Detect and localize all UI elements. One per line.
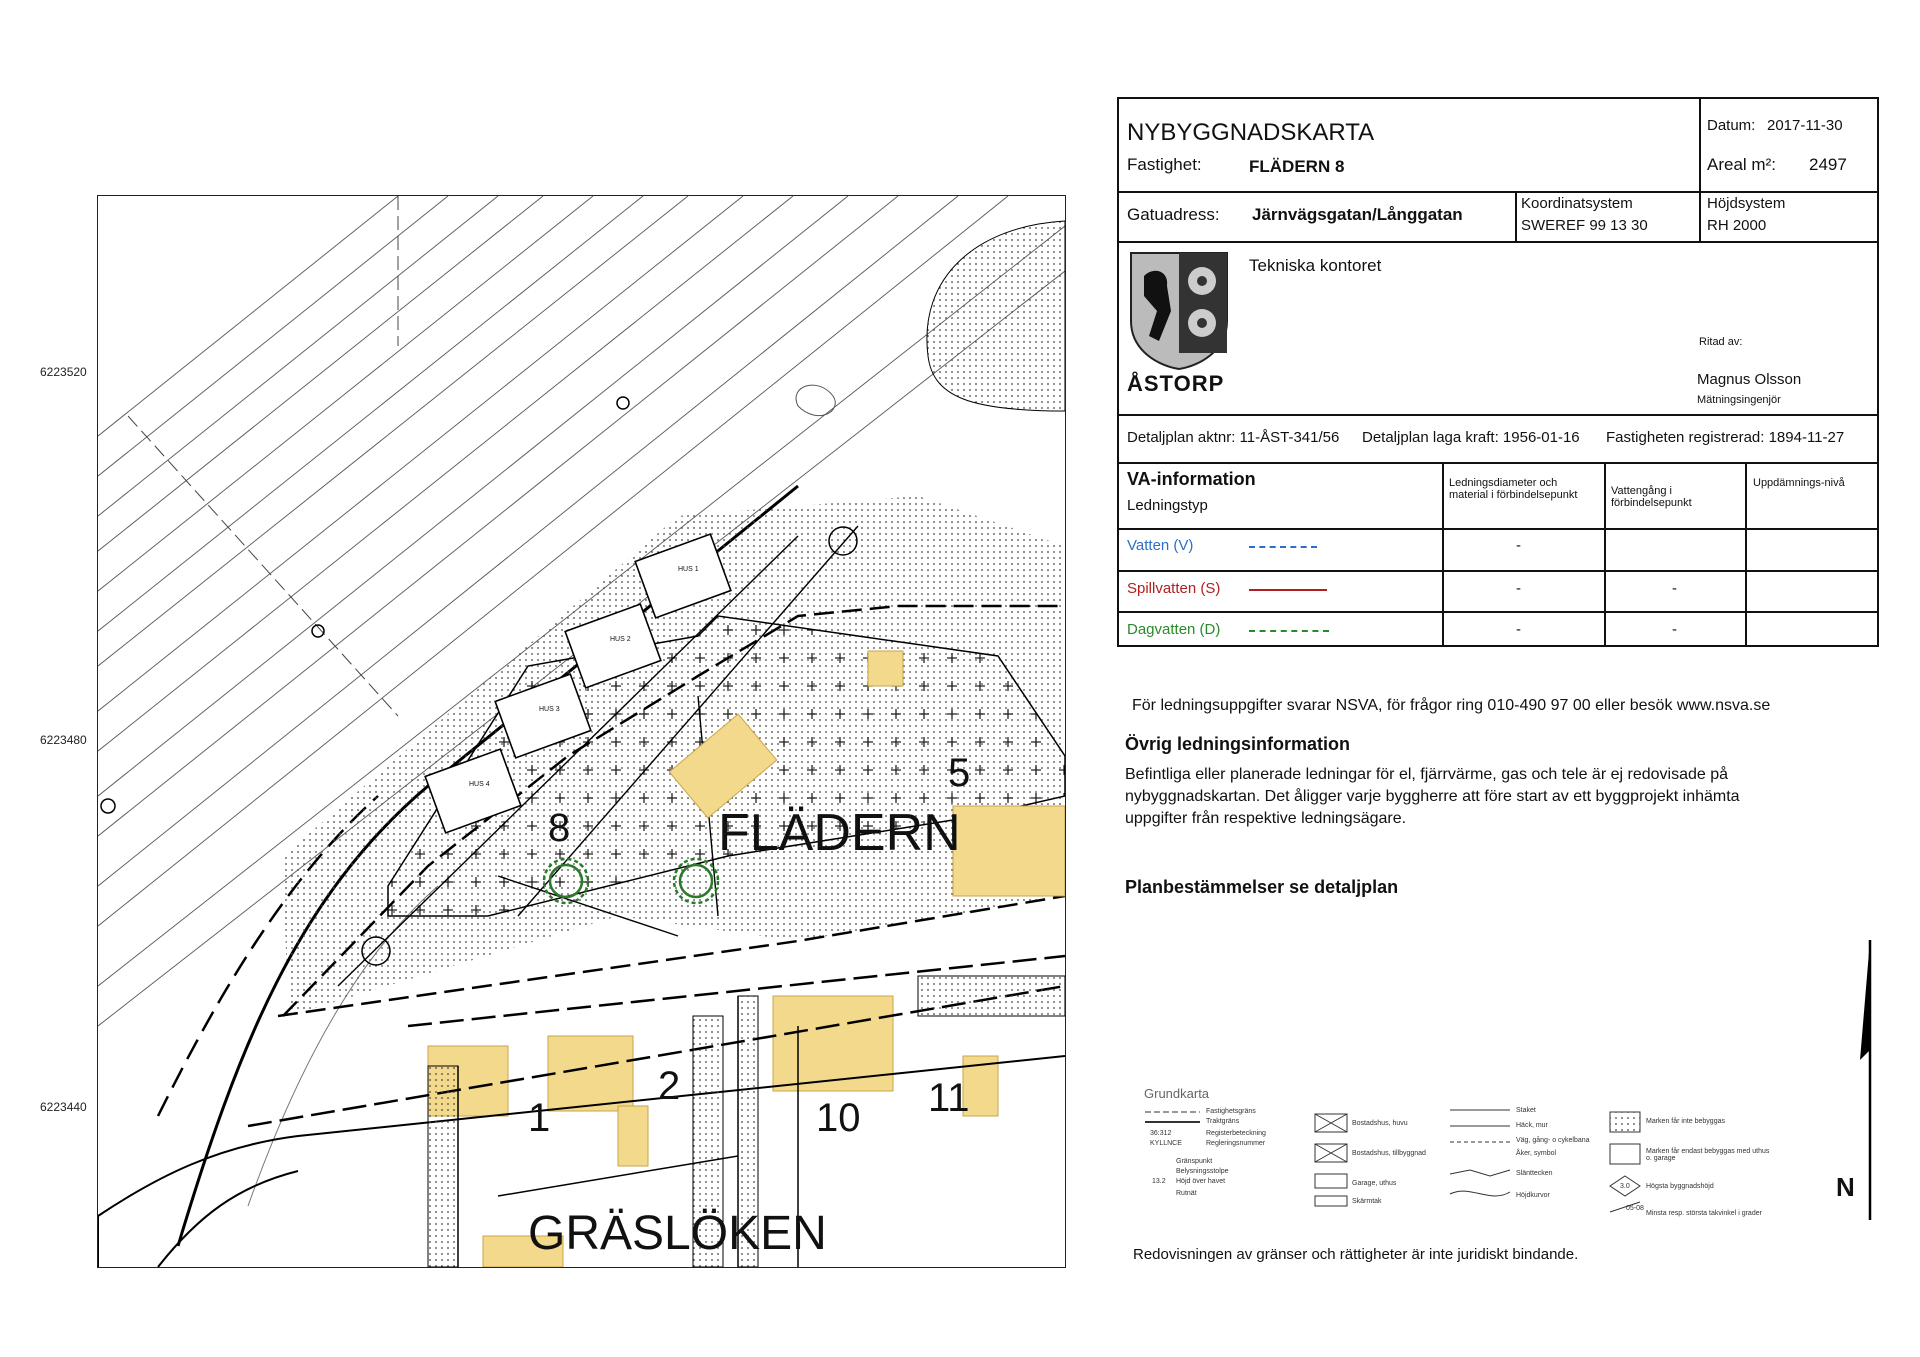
va-cell: - bbox=[1516, 621, 1521, 638]
storm-line-symbol bbox=[1249, 630, 1329, 632]
address-label: Gatuadress: bbox=[1127, 205, 1220, 224]
area-label: Areal m²: bbox=[1707, 155, 1776, 174]
va-title: VA-information bbox=[1127, 469, 1256, 489]
va-row-water: Vatten (V) bbox=[1127, 537, 1194, 554]
legend-item: Bostadshus, huvu bbox=[1352, 1120, 1408, 1127]
legend-sample: 36:312 bbox=[1150, 1130, 1172, 1137]
office-name: Tekniska kontoret bbox=[1249, 256, 1382, 275]
house-label: HUS 2 bbox=[610, 636, 631, 643]
title-block bbox=[1117, 97, 1879, 647]
legend-item: Marken får inte bebyggas bbox=[1646, 1118, 1725, 1125]
legend-item: Fastighetsgräns bbox=[1206, 1108, 1256, 1115]
nsva-note: För ledningsuppgifter svarar NSVA, för frågor ring 010-490 97 00 eller besök www.nsva.se bbox=[1132, 697, 1771, 714]
house-label: HUS 3 bbox=[539, 706, 560, 713]
lot-number: 10 bbox=[816, 1096, 861, 1140]
block-label: FLÄDERN bbox=[718, 804, 961, 862]
coord-system-value: SWEREF 99 13 30 bbox=[1521, 217, 1648, 234]
area-value: 2497 bbox=[1809, 155, 1847, 174]
coat-of-arms-logo bbox=[1129, 251, 1229, 371]
house-label: HUS 1 bbox=[678, 566, 699, 573]
legend-item: Slänttecken bbox=[1516, 1170, 1553, 1177]
legend-item: Staket bbox=[1516, 1107, 1536, 1114]
legend-item: Skärmtak bbox=[1352, 1198, 1382, 1205]
address-value: Järnvägsgatan/Långgatan bbox=[1252, 205, 1463, 224]
legend-item: Bostadshus, tillbyggnad bbox=[1352, 1150, 1426, 1157]
va-cell: - bbox=[1672, 621, 1677, 638]
legend-item: Marken får endast bebyggas med uthus o. garage bbox=[1646, 1148, 1770, 1162]
va-row-sewage: Spillvatten (S) bbox=[1127, 580, 1221, 597]
height-system-label: Höjdsystem bbox=[1707, 195, 1786, 212]
legend-title: Grundkarta bbox=[1144, 1086, 1210, 1101]
legend-item: Regleringsnummer bbox=[1206, 1140, 1266, 1147]
va-col-invert: Vattengång i förbindelsepunkt bbox=[1611, 485, 1692, 509]
sewage-line-symbol bbox=[1249, 589, 1327, 591]
legend-sample: KYLLNCE bbox=[1150, 1140, 1182, 1147]
legend-item: Garage, uthus bbox=[1352, 1180, 1397, 1187]
date-label: Datum: bbox=[1707, 117, 1756, 134]
legend-item: Registerbeteckning bbox=[1206, 1130, 1266, 1137]
detail-plan-number: Detaljplan aktnr: 11-ÅST-341/56 bbox=[1127, 429, 1340, 446]
legend-item: Gränspunkt bbox=[1176, 1158, 1213, 1165]
legend-item: Minsta resp. största takvinkel i grader bbox=[1646, 1210, 1762, 1217]
date-value: 2017-11-30 bbox=[1767, 117, 1843, 134]
legend-item: Rutnät bbox=[1176, 1190, 1197, 1197]
north-arrow-icon bbox=[1852, 940, 1882, 1220]
va-cell: - bbox=[1672, 580, 1677, 597]
disclaimer: Redovisningen av gränser och rättigheter är inte juridiskt bindande. bbox=[1133, 1246, 1579, 1263]
legend-item: Belysningsstolpe bbox=[1176, 1168, 1229, 1175]
va-subtitle: Ledningstyp bbox=[1127, 497, 1208, 514]
height-system-value: RH 2000 bbox=[1707, 217, 1767, 234]
plan-regulations-heading: Planbestämmelser se detaljplan bbox=[1125, 877, 1399, 897]
va-col-dam: Uppdämnings-nivå bbox=[1753, 477, 1845, 489]
va-row-storm: Dagvatten (D) bbox=[1127, 621, 1221, 638]
coordinate-label: 6223480 bbox=[40, 733, 87, 747]
other-utilities-text: nybyggnadskartan. Det åligger varje byggherre att före start av ett byggprojekt inhämta bbox=[1125, 788, 1740, 805]
property-label: Fastighet: bbox=[1127, 155, 1202, 174]
drawn-by-title: Mätningsingenjör bbox=[1697, 394, 1781, 406]
base-map[interactable] bbox=[97, 195, 1066, 1268]
block-label: GRÄSLÖKEN bbox=[528, 1207, 827, 1260]
coordinate-label: 6223520 bbox=[40, 365, 87, 379]
other-utilities-text: Befintliga eller planerade ledningar för el, fjärrvärme, gas och tele är ej redovisade på bbox=[1125, 766, 1729, 783]
legend-item: Häck, mur bbox=[1516, 1122, 1548, 1129]
drawn-by-label: Ritad av: bbox=[1699, 336, 1743, 348]
other-utilities-heading: Övrig ledningsinformation bbox=[1125, 734, 1351, 754]
water-line-symbol bbox=[1249, 546, 1317, 548]
lot-number: 2 bbox=[658, 1064, 681, 1108]
coord-system-label: Koordinatsystem bbox=[1521, 195, 1633, 212]
legend-item: Åker, symbol bbox=[1516, 1150, 1557, 1157]
legend-symbols bbox=[1140, 1104, 1840, 1224]
lot-number: 8 bbox=[548, 806, 571, 850]
va-col-diameter: Ledningsdiameter och material i förbindelsepunkt bbox=[1449, 477, 1578, 501]
map-title: NYBYGGNADSKARTA bbox=[1127, 119, 1375, 146]
lot-number: 1 bbox=[528, 1096, 551, 1140]
legend-sample: 13.2 bbox=[1152, 1178, 1166, 1185]
north-label: N bbox=[1836, 1172, 1855, 1202]
municipality-name: ÅSTORP bbox=[1127, 371, 1225, 396]
registration-date: Fastigheten registrerad: 1894-11-27 bbox=[1606, 429, 1845, 446]
lot-number: 5 bbox=[948, 751, 971, 795]
other-utilities-text: uppgifter från respektive ledningsägare. bbox=[1125, 810, 1407, 827]
lot-number: 11 bbox=[928, 1076, 970, 1120]
property-value: FLÄDERN 8 bbox=[1249, 157, 1345, 176]
legend-sample: 3.0 bbox=[1620, 1183, 1630, 1190]
legend bbox=[1140, 1080, 1840, 1230]
legend-sample: 05-08 bbox=[1626, 1205, 1644, 1212]
detail-plan-date: Detaljplan laga kraft: 1956-01-16 bbox=[1362, 429, 1580, 446]
va-cell: - bbox=[1516, 580, 1521, 597]
coordinate-label: 6223440 bbox=[40, 1100, 87, 1114]
legend-item: Höjdkurvor bbox=[1516, 1192, 1550, 1199]
house-label: HUS 4 bbox=[469, 781, 490, 788]
legend-item: Höjd över havet bbox=[1176, 1178, 1226, 1185]
legend-item: Högsta byggnadshöjd bbox=[1646, 1183, 1714, 1190]
va-cell: - bbox=[1516, 537, 1521, 554]
map-drawing bbox=[98, 196, 1065, 1267]
legend-item: Väg, gång- o cykelbana bbox=[1516, 1137, 1590, 1144]
drawn-by-name: Magnus Olsson bbox=[1697, 371, 1802, 388]
legend-item: Traktgräns bbox=[1206, 1118, 1240, 1125]
